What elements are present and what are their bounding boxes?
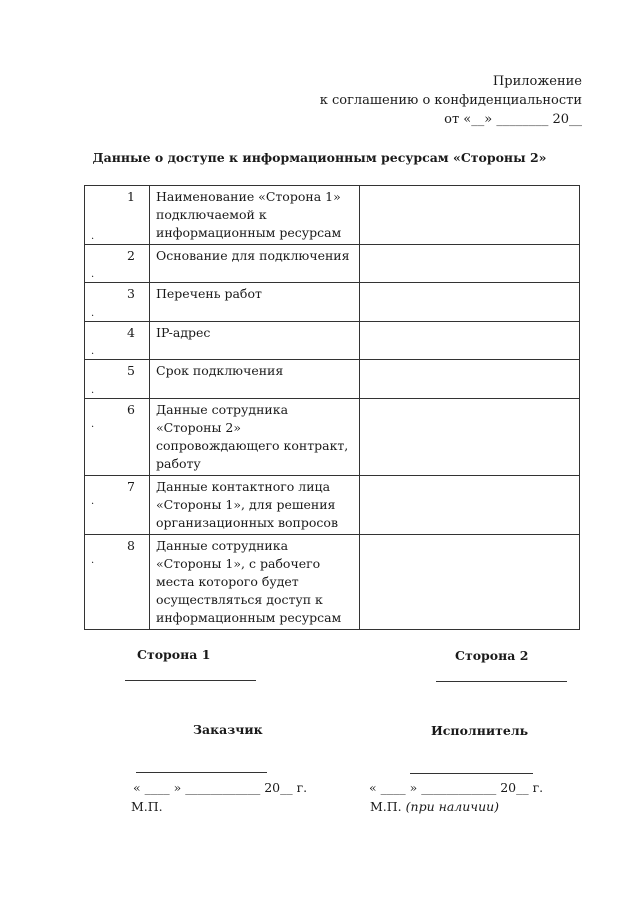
row-number: 5 (127, 363, 135, 378)
table-row (85, 360, 580, 399)
row-label: Основание для подключения (150, 245, 360, 283)
appendix-header (320, 72, 582, 129)
row-dot: . (91, 496, 95, 507)
row-value[interactable] (360, 535, 580, 630)
party-2-label: Сторона 2 (455, 648, 529, 663)
appendix-line-1: Приложение (492, 74, 582, 89)
customer-signature-line (136, 772, 267, 773)
row-label: Данные сотрудника «Стороны 1», с рабочего места которого будет осуществляться доступ к информационным ресурсам (150, 535, 360, 630)
contractor-label: Исполнитель (431, 723, 529, 738)
row-number: 6 (127, 402, 135, 417)
table-row (85, 186, 580, 245)
row-dot: . (91, 555, 95, 566)
row-value[interactable] (360, 283, 580, 322)
row-label: Данные сотрудника «Стороны 2» сопровождающего контракт, работу (150, 399, 360, 476)
row-value[interactable] (360, 322, 580, 360)
contractor-stamp-label: М.П. (370, 799, 402, 814)
contractor-signature-line (410, 773, 533, 774)
row-number: 7 (127, 479, 135, 494)
customer-label: Заказчик (193, 722, 263, 737)
table-row (85, 535, 580, 630)
row-dot: . (91, 269, 95, 280)
row-label: Данные контактного лица «Стороны 1», для решения организационных вопросов (150, 476, 360, 535)
row-value[interactable] (360, 399, 580, 476)
appendix-line-3: от «__» ________ 20__ (444, 112, 582, 127)
table-row (85, 322, 580, 360)
document-title: Данные о доступе к информационным ресурсам «Стороны 2» (92, 150, 547, 165)
row-label: Наименование «Сторона 1» подключаемой к информационным ресурсам (150, 186, 360, 245)
row-number: 1 (127, 189, 135, 204)
row-value[interactable] (360, 360, 580, 399)
row-value[interactable] (360, 245, 580, 283)
party-1-signature-line (125, 680, 256, 681)
row-number: 2 (127, 248, 135, 263)
row-value[interactable] (360, 476, 580, 535)
contractor-stamp (370, 799, 499, 814)
table-row (85, 399, 580, 476)
row-dot: . (91, 231, 95, 242)
contractor-stamp-note: (при наличии) (405, 799, 500, 814)
row-number: 4 (127, 325, 135, 340)
appendix-line-2: к соглашению о конфиденциальности (319, 93, 582, 108)
party-2-signature-line (436, 681, 567, 682)
access-data-table (84, 185, 580, 630)
contractor-date: « ____ » ____________ 20__ г. (369, 780, 544, 795)
row-label: Перечень работ (150, 283, 360, 322)
row-dot: . (91, 346, 95, 357)
row-dot: . (91, 308, 95, 319)
row-value[interactable] (360, 186, 580, 245)
row-number: 3 (127, 286, 135, 301)
row-dot: . (91, 385, 95, 396)
customer-stamp: М.П. (131, 799, 163, 814)
table-row (85, 283, 580, 322)
row-label: IP-адрес (150, 322, 360, 360)
table-row (85, 476, 580, 535)
row-label: Срок подключения (150, 360, 360, 399)
customer-date: « ____ » ____________ 20__ г. (133, 780, 308, 795)
row-dot: . (91, 419, 95, 430)
party-1-label: Сторона 1 (137, 647, 211, 662)
row-number: 8 (127, 538, 135, 553)
table-row (85, 245, 580, 283)
